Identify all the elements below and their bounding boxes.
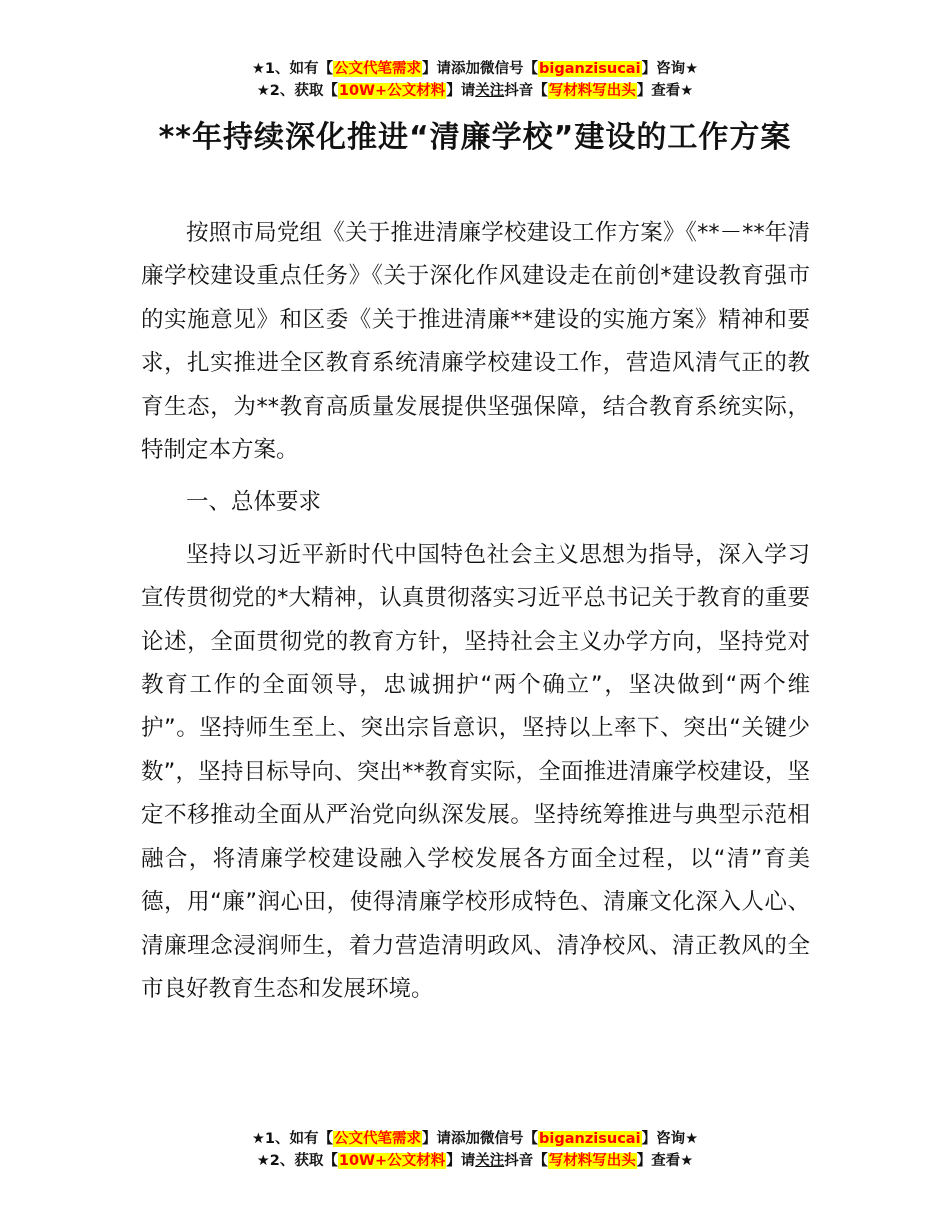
promo-line-1 [0,58,950,80]
promo-douyin-id: 写材料写出头 [548,1153,636,1169]
promo-text: ★2、获取【 [256,1153,338,1169]
section-heading-general-requirements: 一、总体要求 [186,489,322,516]
promo-text: 】请 [422,61,452,77]
promo-line-1 [0,1128,950,1150]
promo-highlight: 公文代笔需求 [334,1131,422,1147]
promo-text: 】请 [422,1131,452,1147]
promo-emphasis: 关注 [475,1153,505,1169]
promo-banner-top [0,58,950,102]
document-body [141,212,810,1011]
promo-banner-bottom [0,1128,950,1172]
paragraph-intro: 按照市局党组《关于推进清廉学校建设工作方案》《**－**年清廉学校建设重点任务》《关于深化作风建设走在前创*建设教育强市的实施意见》和区委《关于推进清廉**建设的实施方案》精神和要求，扎实推进全区教育系统清廉学校建设工作，营造风清气正的教育生态，为**教育高质量发展提供坚强保障，结合教育系统实际，特制定本方案。 [141,220,810,464]
promo-text: ★1、如有【 [251,1131,334,1147]
document-title: **年持续深化推进“清廉学校”建设的工作方案 [158,120,792,155]
promo-highlight: 公文代笔需求 [334,61,422,77]
promo-text: ★2、获取【 [256,83,338,99]
promo-text: 】查看★ [636,83,694,99]
promo-text: 微信号【 [480,1131,539,1147]
paragraph-general-requirements: 坚持以习近平新时代中国特色社会主义思想为指导，深入学习宣传贯彻党的*大精神，认真贯彻落实习近平总书记关于教育的重要论述，全面贯彻党的教育方针，坚持社会主义办学方向，坚持党对教育工作的全面领导，忠诚拥护“两个确立”，坚决做到“两个维护”。坚持师生至上、突出宗旨意识，坚持以上率下、突出“关键少数”，坚持目标导向、突出**教育实际，全面推进清廉学校建设，坚定不移推动全面从严治党向纵深发展。坚持统筹推进与典型示范相融合，将清廉学校建设融入学校发展各方面全过程，以“清”育美德，用“廉”润心田，使得清廉学校形成特色、清廉文化深入人心、清廉理念浸润师生，着力营造清明政风、清净校风、清正教风的全市良好教育生态和发展环境。 [141,541,810,1002]
promo-text: ★1、如有【 [251,61,334,77]
promo-emphasis: 添加 [451,61,481,77]
promo-text: 】请 [446,1153,476,1169]
promo-emphasis: 添加 [451,1131,481,1147]
promo-text: 】请 [446,83,476,99]
promo-text: 抖音【 [504,83,548,99]
promo-line-2 [0,1150,950,1172]
promo-text: 】查看★ [636,1153,694,1169]
promo-text: 】咨询★ [641,61,699,77]
promo-text: 微信号【 [480,61,539,77]
promo-wechat-id: biganzisucai [539,1131,641,1147]
promo-douyin-id: 写材料写出头 [548,83,636,99]
promo-line-2 [0,80,950,102]
promo-text: 抖音【 [504,1153,548,1169]
promo-text: 】咨询★ [641,1131,699,1147]
promo-wechat-id: biganzisucai [539,61,641,77]
promo-highlight: 10W+公文材料 [338,1153,446,1169]
promo-highlight: 10W+公文材料 [338,83,446,99]
promo-emphasis: 关注 [475,83,505,99]
